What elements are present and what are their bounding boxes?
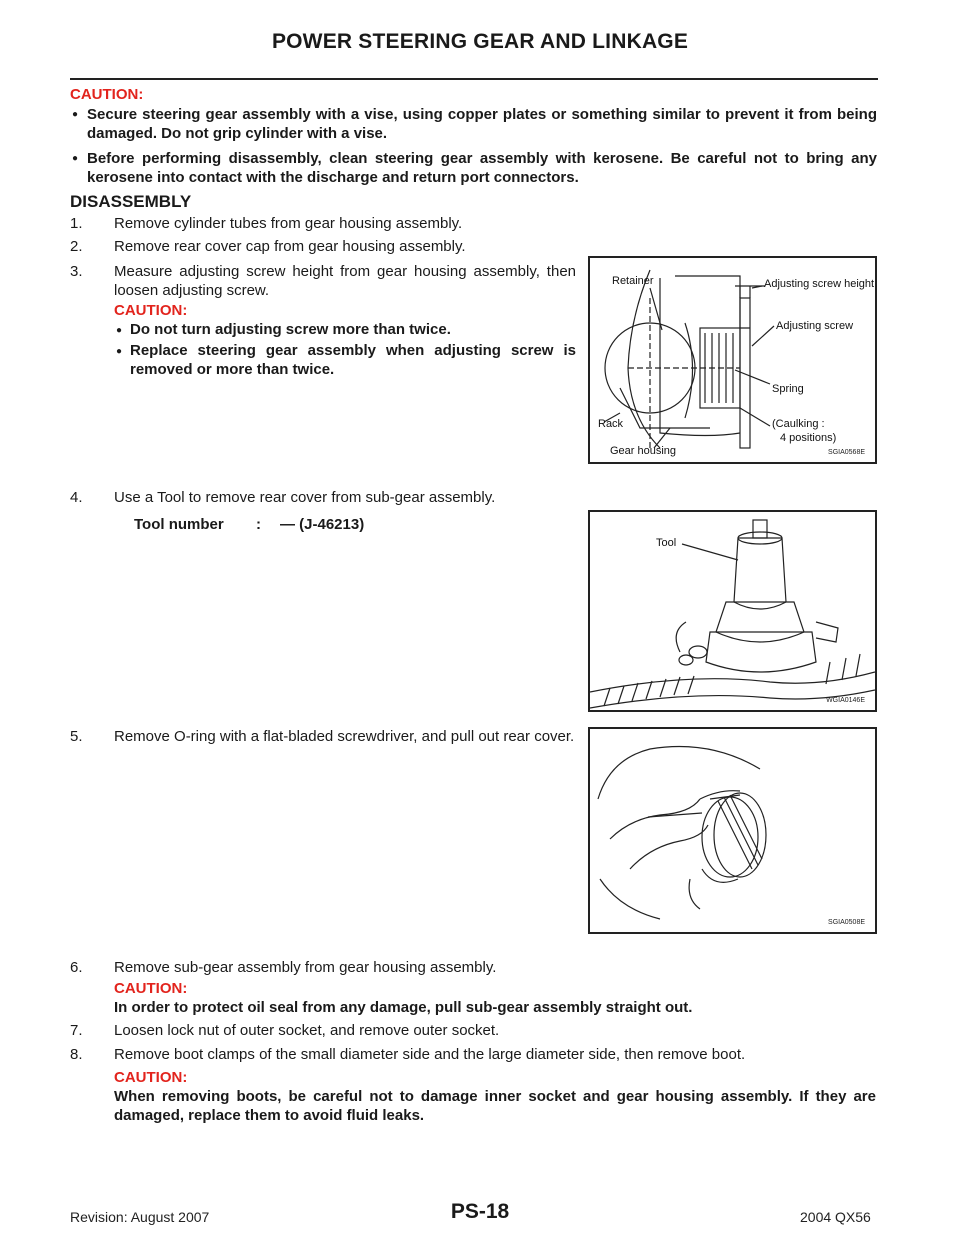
title-divider xyxy=(70,78,878,80)
caution-label: CAUTION: xyxy=(70,86,144,103)
caution-label: CAUTION: xyxy=(114,1069,188,1086)
label-adjusting-screw-height: Adjusting screw height xyxy=(764,278,875,290)
label-tool: Tool xyxy=(656,537,677,549)
figure-code: SGIA0568E xyxy=(828,449,865,456)
figure-code: WGIA0146E xyxy=(826,697,865,704)
step-5-text: Remove O-ring with a flat-bladed screwdriver, and pull out rear cover. xyxy=(114,728,575,745)
tool-number-label: Tool number xyxy=(134,516,224,533)
step-number: 3. xyxy=(70,263,83,280)
step-3-caution-1: Do not turn adjusting screw more than twice. xyxy=(130,321,451,338)
footer-revision: Revision: August 2007 xyxy=(70,1209,210,1225)
bullet-icon: ● xyxy=(72,109,79,120)
figure-code: SGIA0508E xyxy=(828,919,865,926)
label-spring: Spring xyxy=(772,383,804,395)
tool-number-separator: : xyxy=(256,516,261,533)
page-title: POWER STEERING GEAR AND LINKAGE xyxy=(271,30,689,53)
step-number: 4. xyxy=(70,489,83,506)
step-number: 6. xyxy=(70,959,83,976)
step-6-caution-text: In order to protect oil seal from any damage, pull sub-gear assembly straight out. xyxy=(114,999,693,1016)
footer-model: 2004 QX56 xyxy=(800,1209,871,1225)
step-4-text: Use a Tool to remove rear cover from sub-gear assembly. xyxy=(114,489,496,506)
step-2-text: Remove rear cover cap from gear housing assembly. xyxy=(114,238,466,255)
label-caulking-positions: 4 positions) xyxy=(780,432,837,444)
intro-caution-1: Secure steering gear assembly with a vise, using copper plates or something similar to prevent it from being damaged. Do not grip cylinder with a vise. xyxy=(87,106,877,142)
step-6-text: Remove sub-gear assembly from gear housing assembly. xyxy=(114,959,497,976)
bullet-icon: ● xyxy=(116,325,123,336)
step-8-text: Remove boot clamps of the small diameter side and the large diameter side, then remove boot. xyxy=(114,1046,746,1063)
bullet-icon: ● xyxy=(116,346,123,357)
tool-diagram xyxy=(590,512,875,710)
label-retainer: Retainer xyxy=(612,275,654,287)
caution-label: CAUTION: xyxy=(114,980,188,997)
step-number: 7. xyxy=(70,1022,83,1039)
caution-label: CAUTION: xyxy=(114,302,188,319)
tool-number-value: — (J-46213) xyxy=(280,516,365,533)
step-number: 2. xyxy=(70,238,83,255)
label-adjusting-screw: Adjusting screw xyxy=(776,320,854,332)
bullet-icon: ● xyxy=(72,153,79,164)
label-caulking: (Caulking : xyxy=(772,418,825,430)
step-number: 8. xyxy=(70,1046,83,1063)
section-title: DISASSEMBLY xyxy=(70,192,192,211)
label-gear-housing: Gear housing xyxy=(610,445,677,457)
figure-adjusting-screw xyxy=(588,256,877,464)
label-rack: Rack xyxy=(598,418,624,430)
step-3-text: Measure adjusting screw height from gear housing assembly, then loosen adjusting screw. xyxy=(114,263,576,299)
page-number: PS-18 xyxy=(450,1200,510,1223)
figure-tool-rear-cover xyxy=(588,510,877,712)
figure-oring-removal xyxy=(588,727,877,934)
step-7-text: Loosen lock nut of outer socket, and remove outer socket. xyxy=(114,1022,500,1039)
step-1-text: Remove cylinder tubes from gear housing assembly. xyxy=(114,215,463,232)
step-3-caution-2: Replace steering gear assembly when adjusting screw is removed or more than twice. xyxy=(130,342,576,378)
intro-caution-2: Before performing disassembly, clean steering gear assembly with kerosene. Be careful not to bring any kerosene into contact with the discharge and return port connectors. xyxy=(87,150,877,186)
step-number: 1. xyxy=(70,215,83,232)
oring-diagram xyxy=(590,729,875,932)
step-number: 5. xyxy=(70,728,83,745)
step-8-caution-text: When removing boots, be careful not to damage inner socket and gear housing assembly. If they are damaged, replace them to avoid fluid leaks. xyxy=(114,1088,876,1124)
